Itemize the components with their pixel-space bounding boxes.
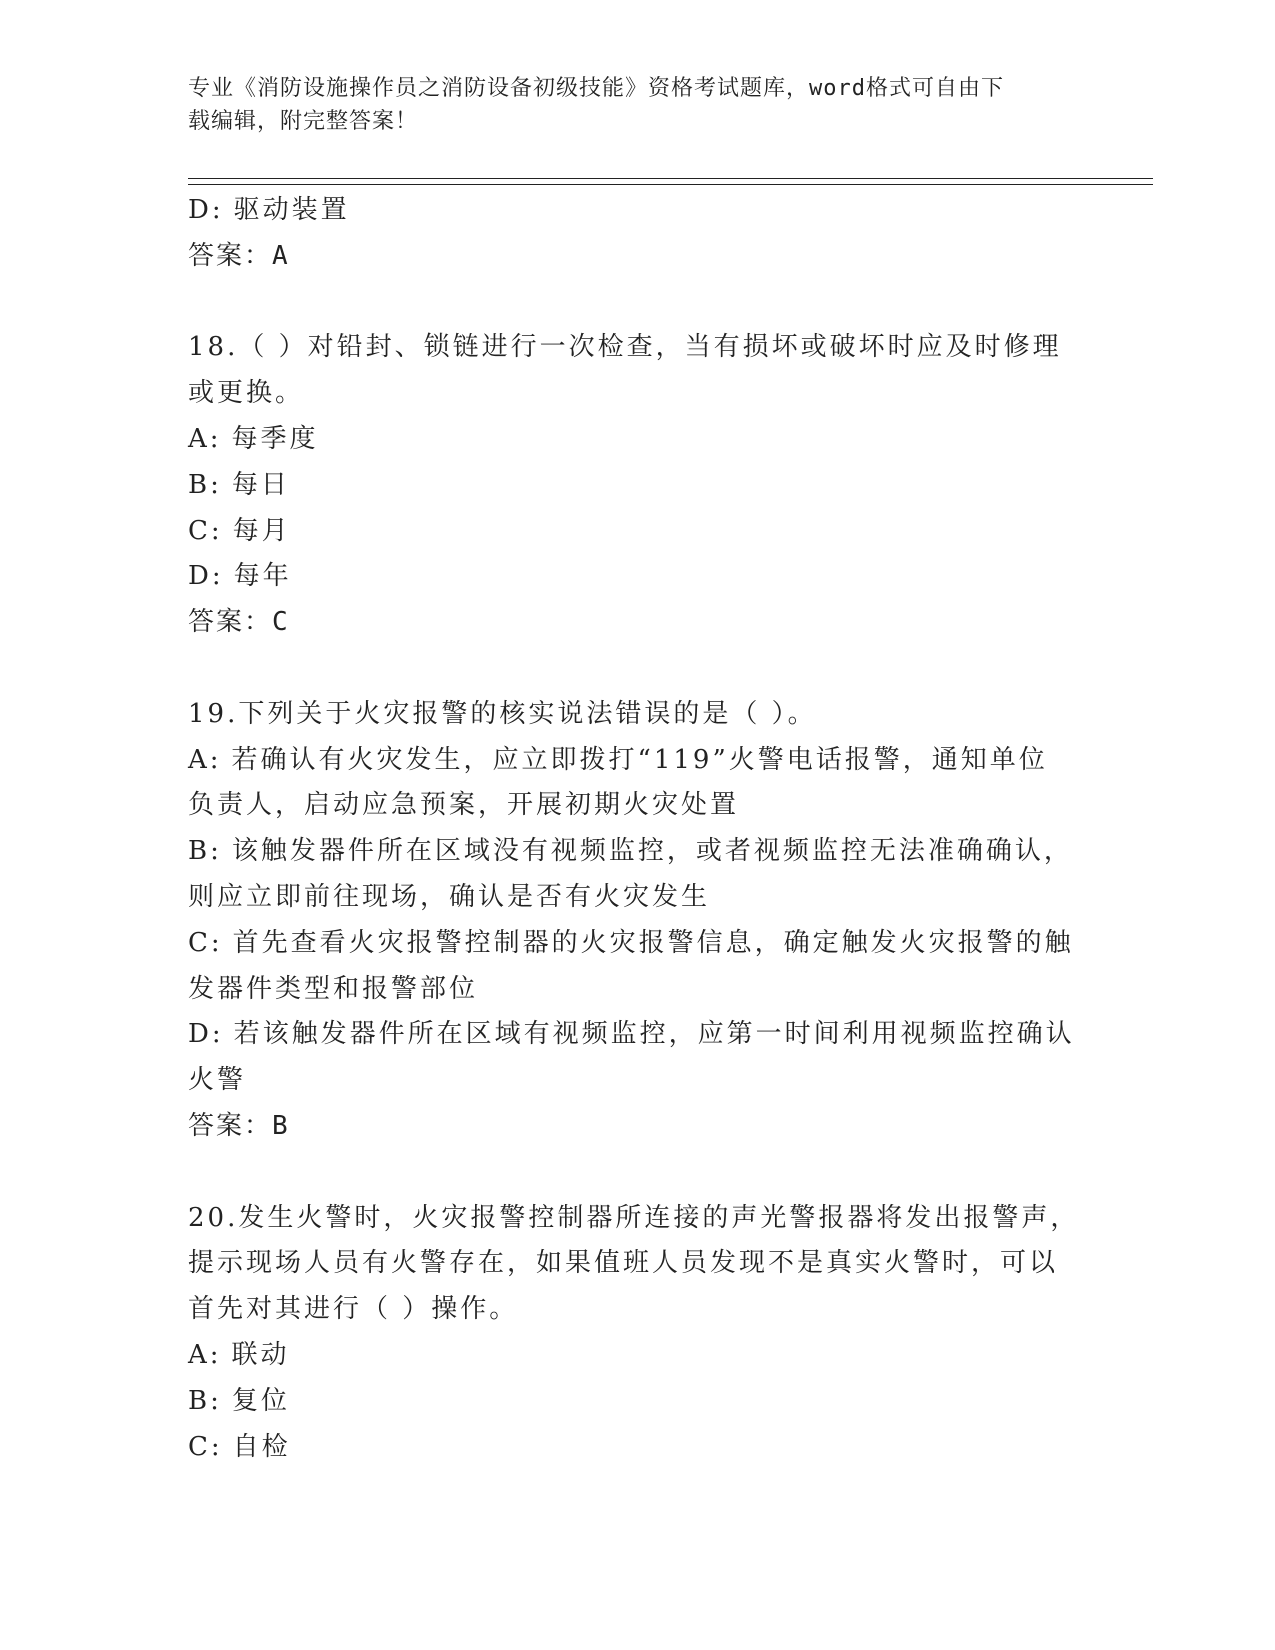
header-line-2: 载编辑，附完整答案！ bbox=[188, 109, 419, 134]
option-d: D: 驱动装置 bbox=[188, 195, 350, 225]
question-content bbox=[188, 188, 1088, 1470]
question-18 bbox=[188, 325, 1088, 646]
option-b: B: 每日 bbox=[188, 469, 290, 500]
answer-line: 答案：B bbox=[188, 1110, 290, 1141]
option-b: B: 该触发器件所在区域没有视频监控，或者视频监控无法准确确认， bbox=[188, 836, 1073, 867]
document-header bbox=[188, 72, 1068, 138]
question-stem: 18.（ ）对铅封、锁链进行一次检查，当有损坏或破坏时应及时修理 bbox=[188, 332, 1062, 363]
question-19 bbox=[188, 692, 1088, 1150]
option-c-cont: 发器件类型和报警部位 bbox=[188, 973, 479, 1004]
question-stem-cont: 提示现场人员有火警存在，如果值班人员发现不是真实火警时，可以 bbox=[188, 1248, 1059, 1279]
option-a: A: 联动 bbox=[188, 1339, 290, 1370]
option-a-cont: 负责人，启动应急预案，开展初期火灾处置 bbox=[188, 790, 740, 821]
header-line-1: 专业《消防设施操作员之消防设备初级技能》资格考试题库，word格式可自由下 bbox=[188, 76, 1004, 101]
option-b: B: 复位 bbox=[188, 1385, 290, 1416]
option-c: C: 每月 bbox=[188, 515, 291, 546]
option-c: C: 自检 bbox=[188, 1431, 291, 1462]
question-stem: 20.发生火警时，火灾报警控制器所连接的声光警报器将发出报警声， bbox=[188, 1202, 1080, 1233]
answer-line: 答案：A bbox=[188, 240, 290, 271]
question-stem: 19.下列关于火灾报警的核实说法错误的是（ ）。 bbox=[188, 698, 817, 729]
option-c: C: 首先查看火灾报警控制器的火灾报警信息，确定触发火灾报警的触 bbox=[188, 927, 1074, 958]
option-b-cont: 则应立即前往现场，确认是否有火灾发生 bbox=[188, 881, 711, 912]
option-d: D: 若该触发器件所在区域有视频监控，应第一时间利用视频监控确认 bbox=[188, 1019, 1075, 1050]
option-d-cont: 火警 bbox=[188, 1065, 247, 1096]
question-stem-cont-2: 首先对其进行（ ）操作。 bbox=[188, 1294, 519, 1325]
question-20 bbox=[188, 1196, 1088, 1471]
option-a: A: 若确认有火灾发生，应立即拨打“119”火警电话报警，通知单位 bbox=[188, 744, 1048, 775]
option-d: D: 每年 bbox=[188, 561, 292, 592]
question-stem-cont: 或更换。 bbox=[188, 378, 305, 409]
header-double-rule bbox=[188, 178, 1153, 185]
answer-line: 答案：C bbox=[188, 607, 290, 638]
option-a: A: 每季度 bbox=[188, 423, 319, 454]
